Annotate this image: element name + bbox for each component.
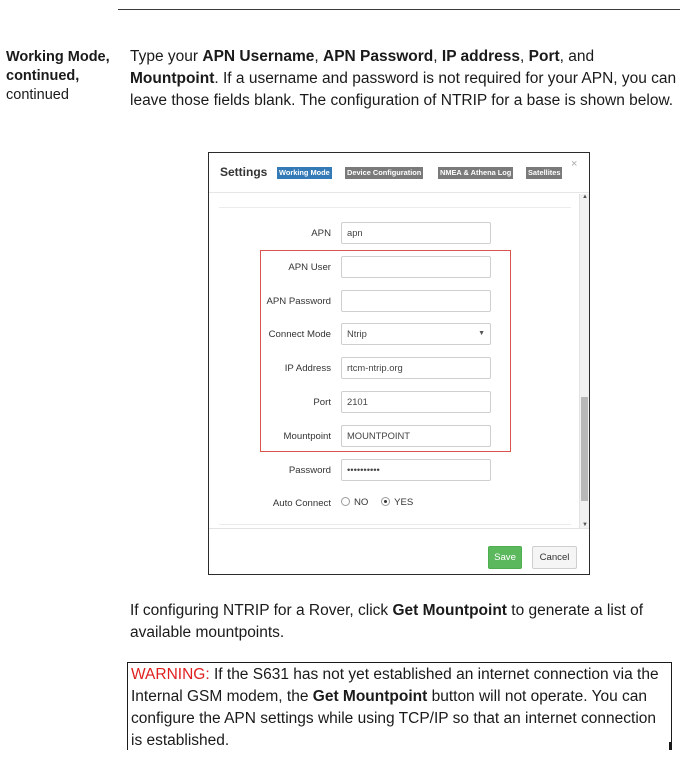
warning-box: [127, 662, 672, 750]
warning-label: WARNING:: [131, 666, 210, 683]
mountpoint-input[interactable]: MOUNTPOINT: [341, 425, 491, 447]
divider: [219, 524, 571, 525]
password-label: Password: [288, 465, 331, 476]
intro-bold-port: Port: [528, 48, 560, 65]
section-heading-line-3: continued: [6, 87, 69, 103]
port-label: Port: [313, 397, 331, 408]
rover-text: If configuring NTRIP for a Rover, click: [130, 602, 393, 619]
connect-mode-label: Connect Mode: [268, 329, 331, 340]
auto-connect-radio-group: [341, 497, 423, 508]
intro-bold-apn-username: APN Username: [202, 48, 315, 65]
intro-text: ,: [520, 48, 529, 65]
radio-checked-icon: [381, 497, 390, 506]
highlight-box: [260, 250, 511, 452]
intro-bold-mountpoint: Mountpoint: [130, 70, 215, 87]
password-input[interactable]: ••••••••••: [341, 459, 491, 481]
mountpoint-label: Mountpoint: [283, 431, 331, 442]
chevron-down-icon: ▼: [478, 330, 485, 337]
ip-address-label: IP Address: [284, 363, 331, 374]
warning-box-corner: [669, 742, 672, 750]
dialog-footer: [209, 528, 589, 575]
password-row: [209, 459, 579, 483]
dialog-header: [209, 153, 589, 193]
section-heading: [6, 48, 124, 105]
intro-text: ,: [433, 48, 442, 65]
connect-mode-value: Ntrip: [347, 328, 367, 339]
warning-bold-get-mountpoint: Get Mountpoint: [312, 688, 428, 705]
top-divider: [118, 9, 680, 10]
apn-label: APN: [311, 228, 331, 239]
intro-text: ,: [314, 48, 323, 65]
tab-nmea-athena-log[interactable]: NMEA & Athena Log: [440, 168, 512, 177]
section-heading-line-1: Working Mode,: [6, 49, 110, 65]
apn-row: [209, 222, 579, 246]
auto-connect-label: Auto Connect: [272, 498, 331, 509]
radio-unchecked-icon: [341, 497, 350, 506]
intro-paragraph: [130, 46, 680, 112]
apn-user-label: APN User: [288, 262, 331, 273]
dialog-title: Settings: [220, 165, 268, 179]
dialog-body: [209, 194, 579, 527]
port-input[interactable]: 2101: [341, 391, 491, 413]
rover-bold-get-mountpoint: Get Mountpoint: [392, 602, 507, 619]
settings-dialog-screenshot: [208, 152, 590, 575]
apn-password-label: APN Password: [266, 296, 331, 307]
rover-paragraph: [130, 600, 680, 644]
auto-connect-yes-label: YES: [394, 497, 414, 508]
tab-working-mode[interactable]: Working Mode: [279, 168, 330, 177]
scroll-down-icon[interactable]: ▼: [582, 522, 588, 528]
scroll-up-icon[interactable]: ▲: [582, 194, 588, 200]
warning-text: If the S631 has not yet established an internet connection via the Internal GSM modem, the: [131, 666, 659, 705]
intro-text: . If a username and password is not required for your APN, you can leave those fields blank. The configuration of NTRIP for a base is shown below.: [130, 70, 677, 109]
rover-text: to generate a list of available mountpoints.: [130, 602, 644, 641]
tab-satellites[interactable]: Satellites: [528, 168, 561, 177]
save-button[interactable]: Save: [488, 546, 522, 569]
auto-connect-no-option[interactable]: [341, 497, 368, 508]
section-heading-line-2: continued,: [6, 68, 80, 84]
auto-connect-yes-option[interactable]: [381, 497, 413, 508]
auto-connect-row: [209, 492, 579, 516]
intro-text: , and: [559, 48, 595, 65]
apn-input[interactable]: apn: [341, 222, 491, 244]
dialog-scrollbar[interactable]: [579, 194, 589, 528]
intro-text: Type your: [130, 48, 203, 65]
intro-bold-apn-password: APN Password: [323, 48, 434, 65]
cancel-button[interactable]: Cancel: [532, 546, 577, 569]
divider: [219, 207, 571, 208]
close-icon[interactable]: ×: [571, 158, 578, 170]
auto-connect-no-label: NO: [354, 497, 369, 508]
tab-device-configuration[interactable]: Device Configuration: [347, 168, 422, 177]
ip-address-input[interactable]: rtcm-ntrip.org: [341, 357, 491, 379]
intro-bold-ip-address: IP address: [441, 48, 521, 65]
scrollbar-thumb[interactable]: [581, 397, 588, 501]
warning-text: button will not operate. You can configure the APN settings while using TCP/IP so that an internet connection is established.: [131, 688, 657, 749]
